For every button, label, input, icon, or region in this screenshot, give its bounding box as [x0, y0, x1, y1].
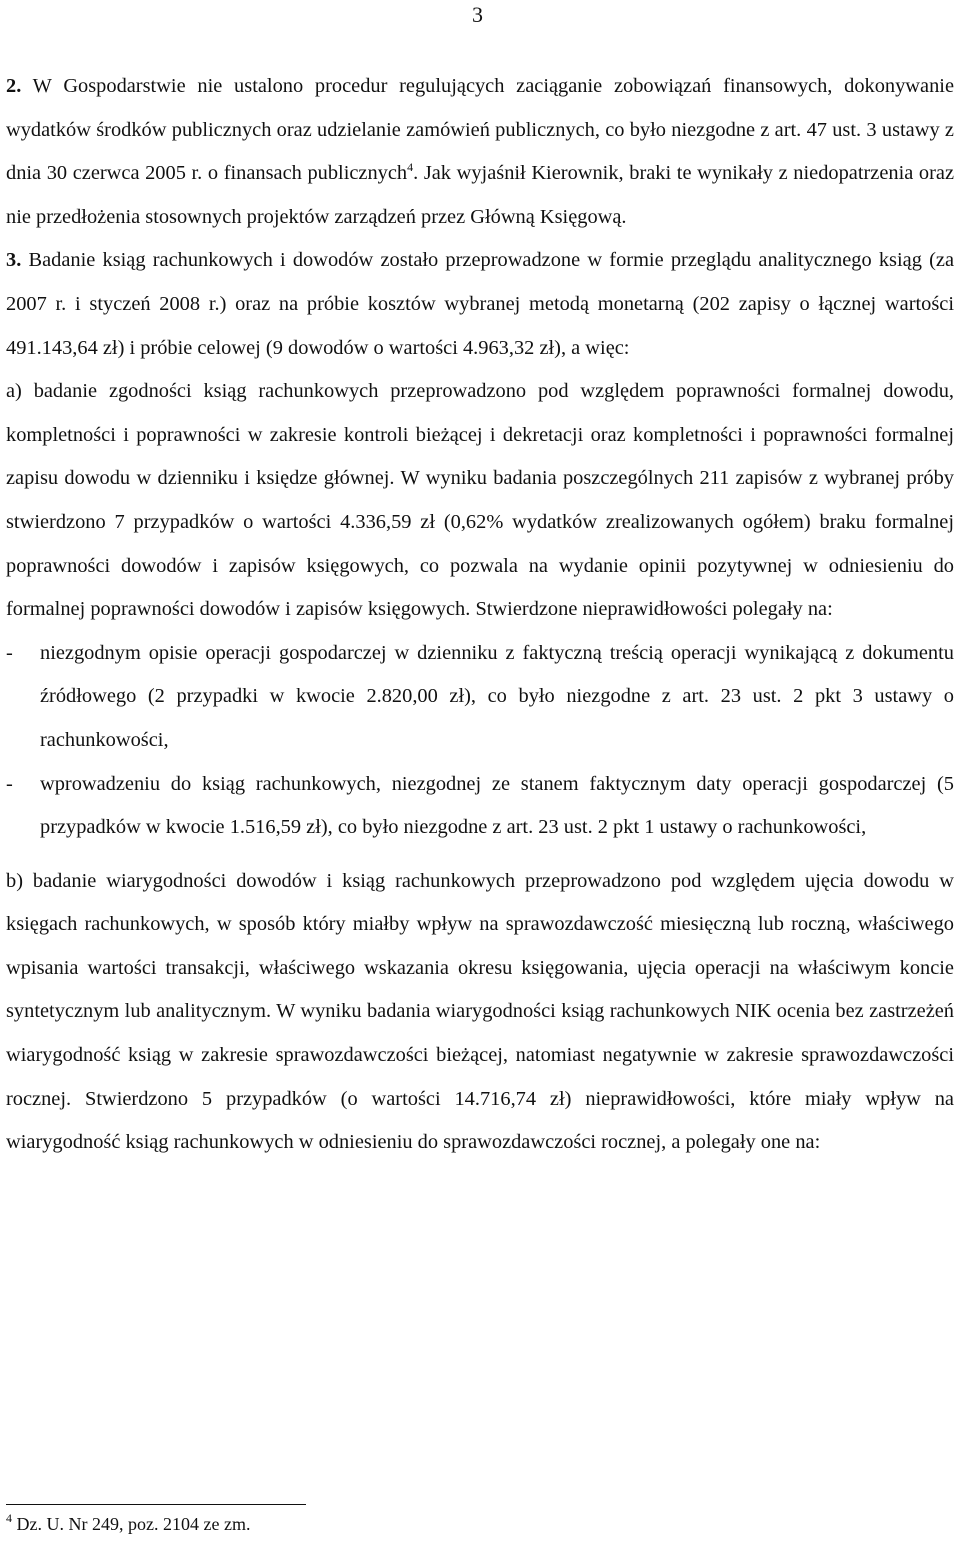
list-dash: -: [6, 772, 13, 795]
paragraph-3-number: 3.: [6, 249, 22, 272]
paragraph-3: [6, 239, 954, 370]
paragraph-2: [6, 65, 954, 239]
list-item: [6, 763, 954, 850]
point-a: a) badanie zgodności ksiąg rachunkowych przeprowadzono pod względem poprawności formalnej dowodu, kompletności i poprawności w zakresie kontroli bieżącej i dekretacji oraz kompletności i poprawności formalnej zapisu dowodu w dzienniku i księdze głównej. W wyniku badania poszczególnych 211 zapisów z wybranej próby stwierdzono 7 przypadków o wartości 4.336,59 zł (0,62% wydatków zrealizowanych ogółem) braku formalnej poprawności dowodów i zapisów księgowych, co pozwala na wydanie opinii pozytywnej w odniesieniu do formalnej poprawności dowodów i zapisów księgowych. Stwierdzone nieprawidłowości polegały na:: [6, 380, 954, 621]
footnote: [6, 1512, 250, 1536]
paragraph-2-text-b: . Jak wyjaśnił Kierownik, braki te wynikały z niedopatrzenia oraz nie przedłożenia stosownych projektów zarządzeń przez Główną Księgową.: [6, 162, 954, 228]
footnote-separator: [6, 1504, 306, 1505]
paragraph-2-number: 2.: [6, 75, 22, 97]
footnote-text: Dz. U. Nr 249, poz. 2104 ze zm.: [12, 1514, 251, 1534]
paragraph-3-text: Badanie ksiąg rachunkowych i dowodów zostało przeprowadzone w formie przeglądu analitycznego ksiąg (za 2007 r. i styczeń 2008 r.) oraz na próbie kosztów wybranej metodą monetarną (202 zapisy o łącznej wartości 491.143,64 zł) i próbie celowej (9 dowodów o wartości 4.963,32 zł), a więc:: [6, 249, 954, 359]
page-number: 3: [472, 2, 483, 27]
paragraph-2-text-a: W Gospodarstwie nie ustalono procedur regulujących zaciąganie zobowiązań finansowych, dokonywanie wydatków środków publicznych oraz udzielanie zamówień publicznych, co było niezgodne z art. 47 ust. 3 ustawy z dnia 30 czerwca 2005 r. o finansach publicznych: [6, 75, 954, 185]
document-body: [6, 65, 954, 1165]
footnote-marker: 4: [6, 1511, 12, 1525]
point-b: b) badanie wiarygodności dowodów i ksiąg rachunkowych przeprowadzono pod względem ujęcia dowodu w księgach rachunkowych, w sposób który miałby wpływ na sprawozdawczość miesięczną lub roczną, właściwego wpisania wartości transakcji, właściwego wskazania okresu księgowania, ujęcia operacji na właściwym koncie syntetycznym lub analitycznym. W wyniku badania wiarygodności ksiąg rachunkowych NIK ocenia bez zastrzeżeń wiarygodność ksiąg w zakresie sprawozdawczości bieżącej, natomiast negatywnie w zakresie sprawozdawczości rocznej. Stwierdzono 5 przypadków (o wartości 14.716,74 zł) nieprawidłowości, które miały wpływ na wiarygodność ksiąg rachunkowych w odniesieniu do sprawozdawczości rocznej, a polegały one na:: [6, 869, 954, 1154]
list-item-text: niezgodnym opisie operacji gospodarczej w dzienniku z faktyczną treścią operacji wynikającą z dokumentu źródłowego (2 przypadki w kwocie 2.820,00 zł), co było niezgodne z art. 23 ust. 2 pkt 3 ustawy o rachunkowości,: [40, 641, 954, 751]
list-item: [6, 632, 954, 763]
list-dash: -: [6, 641, 13, 664]
paragraph-spacer: [6, 850, 954, 860]
footnote-reference: 4: [407, 160, 414, 175]
list-item-text: wprowadzeniu do ksiąg rachunkowych, niezgodnej ze stanem faktycznym daty operacji gospodarczej (5 przypadków w kwocie 1.516,59 zł), co było niezgodne z art. 23 ust. 2 pkt 1 ustawy o rachunkowości,: [40, 772, 954, 839]
